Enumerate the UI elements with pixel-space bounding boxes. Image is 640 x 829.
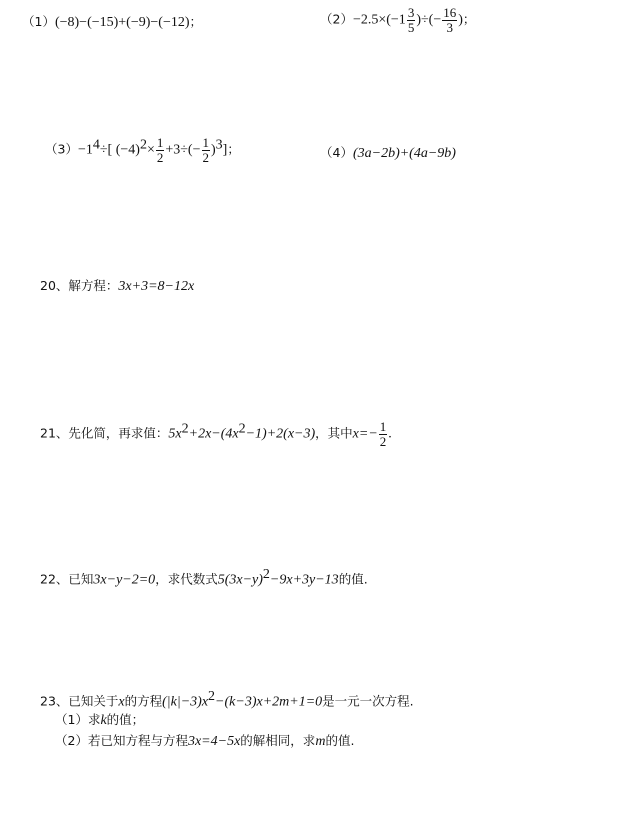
q19-part3-exponent-2: 2 — [139, 137, 147, 153]
question-21-mid-text: ，其中 — [315, 425, 353, 441]
question-21-expr-b: +2x−(4x — [188, 426, 239, 442]
question-21-tail: . — [388, 426, 392, 442]
q19-part3-exponent-4: 4 — [92, 137, 100, 153]
question-23-exponent: 2 — [208, 689, 216, 704]
q19-part2-fraction-2-denominator: 3 — [446, 19, 453, 35]
q19-part3-exponent-3: 3 — [215, 137, 223, 153]
question-23-sub-2-mid: 的解相同，求 — [240, 733, 316, 748]
question-21 — [40, 420, 392, 448]
q19-part4 — [320, 147, 456, 161]
question-23-sub-2-label: （2）若已知方程与方程 — [55, 733, 188, 748]
q19-part3-post: ] — [222, 142, 228, 158]
question-23-eq-a: (|k|−3)x — [162, 694, 209, 710]
question-20 — [40, 280, 194, 294]
q19-part1 — [22, 16, 202, 30]
question-21-expr-a: 5x — [168, 426, 182, 442]
q19-part2-tail: ； — [462, 11, 476, 27]
question-23-var-x: x — [118, 694, 125, 710]
question-21-fraction-numerator: 1 — [379, 419, 387, 434]
question-23-sub-2-equation: 3x=4−5x — [187, 734, 241, 749]
q19-part1-tail: ； — [189, 14, 203, 29]
question-21-expr-c: −1)+2(x−3) — [245, 426, 316, 442]
question-23-sub-2-var: m — [315, 734, 326, 749]
question-23-sub-1-var: k — [100, 713, 107, 728]
q19-part3-pre-a: −1 — [77, 142, 93, 158]
q19-part3-fraction-2-numerator: 1 — [202, 135, 209, 150]
q19-part3 — [45, 136, 240, 164]
q19-part3-fraction-1 — [156, 136, 165, 164]
q19-part3-fraction-2-denominator: 2 — [202, 149, 209, 165]
question-22-label: 22、已知 — [40, 571, 94, 587]
question-22-condition: 3x−y−2=0 — [93, 572, 156, 588]
question-21-exponent-a: 2 — [181, 421, 189, 437]
q19-part2-fraction-2 — [442, 6, 457, 34]
question-22-exponent: 2 — [262, 567, 270, 582]
question-23-sub-1-tail: 的值； — [106, 712, 145, 727]
question-21-fraction — [379, 420, 388, 448]
q19-part4-expression: (3a−2b)+(4a−9b) — [352, 146, 456, 161]
q19-part3-fraction-2 — [202, 136, 211, 164]
question-23-text-3: 是一元一次方程. — [322, 693, 414, 709]
q19-part3-pre-b: ÷[ (−4) — [99, 142, 140, 158]
question-23-sub-1-label: （1）求 — [55, 712, 101, 727]
question-21-exponent-b: 2 — [238, 421, 246, 437]
question-21-label: 21、先化简，再求值： — [40, 425, 169, 441]
q19-part3-close: ) — [211, 142, 216, 158]
q19-part1-expression: (−8)−(−15)+(−9)−(−12) — [54, 15, 190, 30]
q19-part2-fraction-1-denominator: 5 — [407, 19, 415, 35]
question-23-sub-2 — [55, 735, 354, 749]
q19-part3-fraction-1-numerator: 1 — [156, 135, 164, 150]
q19-part2-fraction-1 — [407, 6, 416, 34]
question-23-sub-2-tail: 的值. — [325, 733, 355, 748]
q19-part3-fraction-1-denominator: 2 — [156, 149, 164, 165]
question-23-label: 23、已知关于 — [40, 693, 119, 709]
q19-part2-neg-sign: − — [433, 12, 442, 28]
question-23-text-2: 的方程 — [124, 693, 163, 709]
question-22 — [40, 568, 368, 587]
q19-part2 — [320, 6, 475, 34]
question-20-label: 20、解方程： — [40, 278, 119, 293]
q19-part3-times: × — [146, 142, 155, 158]
q19-part1-label: （1） — [22, 14, 55, 29]
q19-part4-label: （4） — [320, 145, 353, 160]
question-23-sub-1 — [55, 714, 144, 728]
question-22-expr-b: −9x+3y−13 — [269, 572, 339, 588]
q19-part2-mixed-whole: −1 — [390, 12, 406, 28]
q19-part3-label: （3） — [45, 141, 78, 157]
q19-part3-neg-sign: − — [192, 142, 201, 158]
q19-part2-label: （2） — [320, 11, 353, 27]
q19-part2-post: ) — [458, 12, 463, 28]
question-20-equation: 3x+3=8−12x — [118, 279, 195, 294]
q19-part2-fraction-2-numerator: 16 — [443, 5, 457, 20]
question-21-fraction-denominator: 2 — [379, 433, 387, 449]
q19-part2-fraction-1-numerator: 3 — [407, 5, 415, 20]
q19-part3-tail: ； — [227, 141, 240, 157]
question-23 — [40, 690, 414, 709]
question-23-eq-b: −(k−3)x+2m+1=0 — [215, 694, 323, 710]
question-22-tail: 的值. — [338, 571, 368, 587]
question-22-mid-text: ，求代数式 — [155, 571, 218, 587]
q19-part3-mid: +3÷( — [165, 142, 193, 158]
q19-part2-mid: )÷( — [416, 12, 434, 28]
q19-part2-pre: −2.5×( — [352, 12, 391, 28]
question-21-assignment: x=− — [352, 426, 378, 442]
question-22-expr-a: 5(3x−y) — [217, 572, 263, 588]
